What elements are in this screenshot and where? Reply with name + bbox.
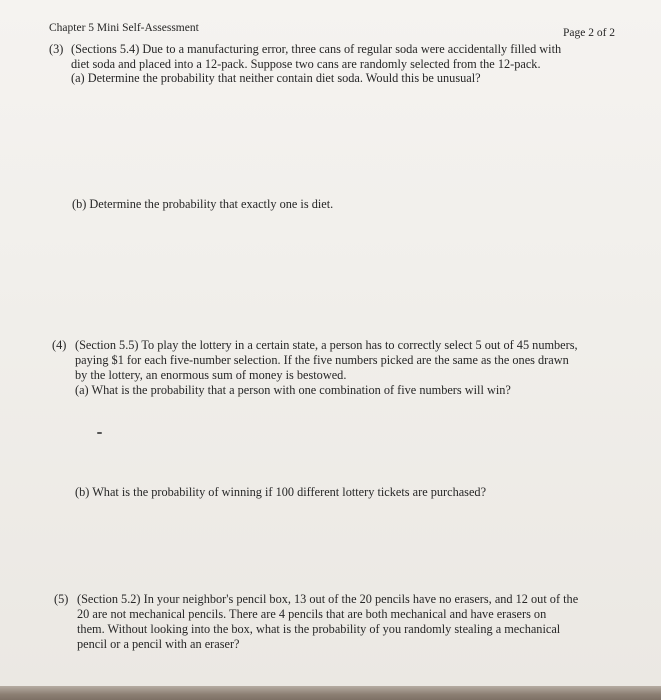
problem-5-number: (5) (54, 592, 69, 606)
problem-4-text-line-3: by the lottery, an enormous sum of money is bestowed. (75, 368, 347, 382)
problem-4-part-b: (b) What is the probability of winning if 100 different lottery tickets are purchased? (75, 485, 487, 499)
problem-4-text-line-2: paying $1 for each five-number selection. If the five numbers picked are the same as the ones drawn (75, 353, 569, 367)
problem-5-text-line-2: 20 are not mechanical pencils. There are 4 pencils that are both mechanical and have erasers on (77, 607, 547, 621)
problem-3-number: (3) (49, 42, 64, 56)
problem-4-part-a: (a) What is the probability that a person with one combination of five numbers will win? (75, 383, 511, 397)
problem-3-text-line-1: (Sections 5.4) Due to a manufacturing error, three cans of regular soda were accidentally filled with (71, 42, 562, 56)
problem-3-part-b: (b) Determine the probability that exactly one is diet. (72, 197, 334, 211)
problem-3-text-line-2: diet soda and placed into a 12-pack. Suppose two cans are randomly selected from the 12-pack. (71, 57, 541, 71)
chapter-title: Chapter 5 Mini Self-Assessment (49, 22, 199, 34)
page-number: Page 2 of 2 (563, 27, 616, 39)
problem-4-number: (4) (52, 338, 67, 352)
problem-5-text-line-4: pencil or a pencil with an eraser? (77, 637, 240, 651)
table-surface (0, 686, 661, 700)
problem-5-text-line-3: them. Without looking into the box, what is the probability of you randomly stealing a mechanical (77, 622, 561, 636)
problem-5-text-line-1: (Section 5.2) In your neighbor's pencil box, 13 out of the 20 pencils have no erasers, and 12 out of the (77, 592, 579, 606)
pencil-mark (97, 432, 102, 434)
problem-4-text-line-1: (Section 5.5) To play the lottery in a certain state, a person has to correctly select 5 out of 45 numbers, (75, 338, 578, 352)
problem-3-part-a: (a) Determine the probability that neither contain diet soda. Would this be unusual? (71, 71, 481, 85)
